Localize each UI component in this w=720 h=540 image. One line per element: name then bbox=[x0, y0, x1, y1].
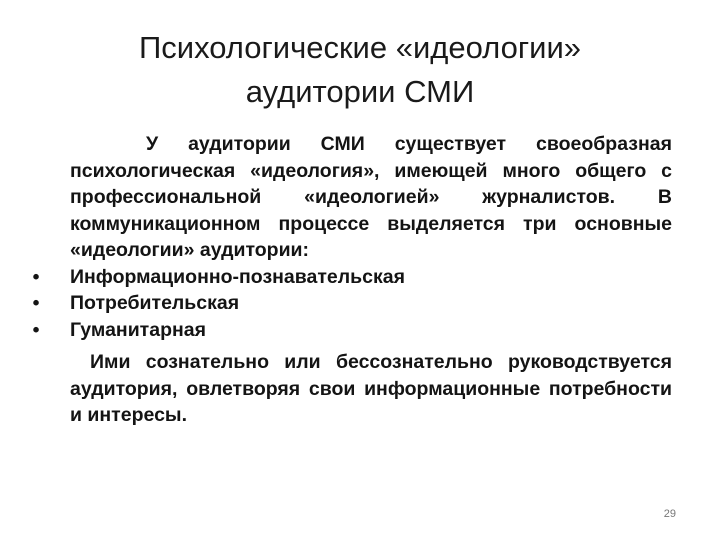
bullet-dot-icon: • bbox=[32, 292, 40, 314]
page-number: 29 bbox=[663, 508, 676, 520]
slide-title bbox=[60, 26, 660, 114]
bullet-dot-icon: • bbox=[32, 318, 40, 341]
intro-paragraph: У аудитории СМИ существует своеобразная психологическая «идеология», имеющей много общего с профессиональной «идеологией» журналистов. В коммуникационном процессе выделяется три основные «идеологии» аудитории: bbox=[70, 133, 672, 261]
slide-body bbox=[32, 131, 672, 429]
outro-paragraph: Ими сознательно или бессознательно руководствуется аудитория, овлетворяя свои информационные потребности и интересы. bbox=[70, 351, 672, 426]
list-item-label: Потребительская bbox=[70, 292, 240, 314]
bullet-dot-icon: • bbox=[32, 265, 40, 288]
list-item-label: Информационно-познавательская bbox=[70, 265, 405, 288]
list-item-humanitarian bbox=[32, 317, 672, 344]
slide-title-line-2: аудитории СМИ bbox=[245, 74, 475, 109]
list-item-cognitive bbox=[32, 264, 672, 291]
slide-title-line-1: Психологические «идеологии» bbox=[138, 30, 582, 65]
list-item-label: Гуманитарная bbox=[70, 318, 206, 341]
ideology-list bbox=[32, 264, 672, 344]
list-item-consumer bbox=[32, 290, 672, 317]
